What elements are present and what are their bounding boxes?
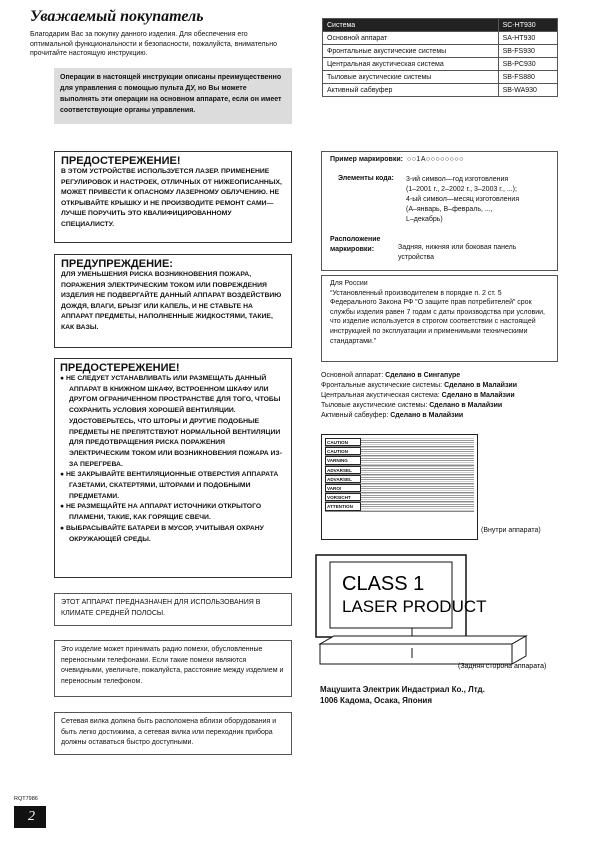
caution-item: ● НЕ ЗАКРЫВАЙТЕ ВЕНТИЛЯЦИОННЫЕ ОТВЕРСТИЯ АППАРАТА ГАЗЕТАМИ, СКАТЕРТЯМИ, ШТОРАМИ И ПОДОБНЫМИ ПРЕДМЕТАМИ. — [60, 471, 279, 500]
laser-label-keyword: VARO! — [325, 484, 361, 492]
laser-label-row — [325, 466, 474, 475]
laser-caution-text: В ЭТОМ УСТРОЙСТВЕ ИСПОЛЬЗУЕТСЯ ЛАЗЕР. ПРИМЕНЕНИЕ РЕГУЛИРОВОК И НАСТРОЕК, ОТЛИЧНЫХ ОТ НИЖЕОПИСАННЫХ, МОЖЕТ ПРИВЕСТИ К ОПАСНОМУ ЛАЗЕРНОМУ ОБЛУЧЕНИЮ. НЕ ОТКРЫВАЙТЕ КРЫШКУ И НЕ ПРОИЗВОДИТЕ РЕМОНТ САМИ—ЛУЧШЕ ПОРУЧИТЬ ЭТО КВАЛИФИЦИРОВАННОМУ СПЕЦИАЛИСТУ. — [61, 168, 282, 228]
code-line: 4-ый символ—месяц изготовления — [406, 196, 520, 203]
laser-label-fine-print — [361, 502, 474, 510]
laser-label-keyword: ADVARSEL — [325, 466, 361, 474]
power-plug-note: Сетевая вилка должна быть расположена вблизи оборудования и быть легко достижима, а сетевая вилка или переходник прибора должны оставаться быстро доступными. — [54, 712, 292, 755]
fire-warning-heading: ПРЕДУПРЕЖДЕНИЕ: — [61, 258, 173, 270]
ventilation-caution-heading: ПРЕДОСТЕРЕЖЕНИЕ! — [60, 362, 180, 374]
laser-label-row — [325, 447, 474, 456]
laser-warning-label-image — [321, 434, 478, 540]
doc-code: RQT7986 — [14, 796, 38, 802]
model-number: SB-PC930 — [498, 58, 557, 71]
model-row — [323, 19, 558, 32]
code-line: L–декабрь) — [406, 216, 443, 223]
operation-note-box: Операции в настоящей инструкции описаны преимущественно для управления с помощью пульта ДУ, но Вы можете выполнять эти операции на основном аппарате, если он имеет соответствующие органы управления. — [54, 68, 292, 124]
caution-item: ● НЕ РАЗМЕЩАЙТЕ НА АППАРАТ ИСТОЧНИКИ ОТКРЫТОГО ПЛАМЕНИ, ТАКИЕ, КАК ГОРЯЩИЕ СВЕЧИ. — [60, 503, 262, 522]
class1-text: CLASS 1 — [342, 573, 425, 595]
rear-side-caption: (Задняя сторона аппарата) — [458, 663, 547, 670]
origin-row: Фронтальные акустические системы: Сделано в Малайзии — [321, 382, 518, 389]
code-elements-label: Элементы кода: — [338, 175, 394, 182]
model-row — [323, 45, 558, 58]
russia-text: “Установленный производителем в порядке п. 2 ст. 5 Федерального Закона РФ “О защите прав потребителей” срок службы изделия равен 7 годам с даты производства при условии, что изделие используется в строгом соответствии с настоящей инструкцией по эксплуатации и применимыми техническими стандартами.” — [330, 289, 545, 345]
marking-box — [321, 151, 558, 271]
model-component: Активный сабвуфер — [323, 84, 499, 97]
fire-warning-box — [54, 254, 292, 348]
marking-example-value: ○○1А○○○○○○○○ — [406, 156, 464, 163]
model-number: SC-HT930 — [498, 19, 557, 32]
code-line: (1–2001 г., 2–2002 г., 3–2003 г., ...); — [406, 186, 517, 193]
placement-label: Расположение маркировки: — [330, 236, 381, 253]
model-number: SB-FS930 — [498, 45, 557, 58]
laser-label-fine-print — [361, 456, 474, 464]
model-row — [323, 84, 558, 97]
intro-text: Благодарим Вас за покупку данного изделия. Для обеспечения его оптимальной функциональности и безопасности, пожалуйста, внимательно прочитайте настоящую инструкцию. — [30, 31, 277, 57]
class1-laser-diagram — [312, 552, 562, 680]
laser-caution-box — [54, 151, 292, 243]
laser-caution-heading: ПРЕДОСТЕРЕЖЕНИЕ! — [61, 155, 181, 167]
laser-product-text: LASER PRODUCT — [342, 597, 487, 616]
laser-label-fine-print — [361, 466, 474, 474]
laser-label-keyword: VORSICHT — [325, 493, 361, 501]
origin-row: Центральная акустическая система: Сделано в Малайзии — [321, 392, 515, 399]
laser-label-keyword: ADVARSEL — [325, 475, 361, 483]
laser-label-keyword: CAUTION — [325, 438, 361, 446]
model-row — [323, 58, 558, 71]
laser-label-keyword: CAUTION — [325, 447, 361, 455]
manufacturer-address — [320, 684, 485, 706]
model-component: Система — [323, 19, 499, 32]
radio-interference-note: Это изделие может принимать радио помехи, обусловленные переносными телефонами. Если такие помехи являются очевидными, увеличьте, пожалуйста, расстояние между изделием и переносным телефоном. — [54, 640, 292, 697]
unit-front — [320, 644, 512, 664]
laser-label-keyword: ATTENTION — [325, 502, 361, 510]
manufacturer-location: 1006 Кадома, Осака, Япония — [320, 696, 433, 705]
inside-unit-caption: (Внутри аппарата) — [481, 527, 541, 534]
laser-label-fine-print — [361, 484, 474, 492]
laser-label-row — [325, 484, 474, 493]
model-number: SB-FS880 — [498, 71, 557, 84]
laser-label-fine-print — [361, 438, 474, 446]
caution-item: ● ВЫБРАСЫВАЙТЕ БАТАРЕИ В МУСОР, УЧИТЫВАЯ ОХРАНУ ОКРУЖАЮЩЕЙ СРЕДЫ. — [60, 524, 264, 543]
model-row — [323, 71, 558, 84]
model-component: Фронтальные акустические системы — [323, 45, 499, 58]
model-number: SA-HT930 — [498, 32, 557, 45]
origin-row: Тыловые акустические системы: Сделано в Малайзии — [321, 402, 503, 409]
code-line: 3-ий символ—год изготовления — [406, 176, 509, 183]
model-row — [323, 32, 558, 45]
laser-label-row — [325, 475, 474, 484]
laser-label-row — [325, 493, 474, 502]
laser-label-fine-print — [361, 475, 474, 483]
fire-warning-text: ДЛЯ УМЕНЬШЕНИЯ РИСКА ВОЗНИКНОВЕНИЯ ПОЖАРА, ПОРАЖЕНИЯ ЭЛЕКТРИЧЕСКИМ ТОКОМ ИЛИ ПОВРЕЖДЕНИЯ ИЗДЕЛИЯ НЕ ПОДВЕРГАЙТЕ ДАННЫЙ АППАРАТ ВОЗДЕЙСТВИЮ ДОЖДЯ, ВЛАГИ, БРЫЗГ ИЛИ КАПЕЛЬ, И НЕ СТАВЬТЕ НА АППАРАТ ПРЕДМЕТЫ, НАПОЛНЕННЫЕ ЖИДКОСТЯМИ, ТАКИЕ, КАК ВАЗЫ. — [61, 271, 282, 331]
model-component: Основной аппарат — [323, 32, 499, 45]
unit-top — [320, 636, 526, 644]
code-line: (А–январь, В–февраль, ..., — [406, 206, 493, 213]
laser-label-row — [325, 438, 474, 447]
page-number: 2 — [14, 806, 46, 828]
laser-label-row — [325, 502, 474, 511]
ventilation-caution-box — [54, 358, 292, 578]
climate-note: ЭТОТ АППАРАТ ПРЕДНАЗНАЧЕН ДЛЯ ИСПОЛЬЗОВАНИЯ В КЛИМАТЕ СРЕДНЕЙ ПОЛОСЫ. — [54, 593, 292, 626]
laser-label-fine-print — [361, 447, 474, 455]
models-table — [322, 18, 558, 97]
origin-row: Активный сабвуфер: Сделано в Малайзии — [321, 412, 464, 419]
model-component: Центральная акустическая система — [323, 58, 499, 71]
caution-item: ● НЕ СЛЕДУЕТ УСТАНАВЛИВАТЬ ИЛИ РАЗМЕЩАТЬ ДАННЫЙ АППАРАТ В КНИЖНОМ ШКАФУ, ВСТРОЕННОМ ШКАФУ ИЛИ ДРУГОМ ОГРАНИЧЕННОМ ПРОСТРАНСТВЕ ДЛЯ ТОГО, ЧТОБЫ СОХРАНИТЬ УСЛОВИЯ ХОРОШЕЙ ВЕНТИЛЯЦИИ. УДОСТОВЕРЬТЕСЬ, ЧТО ШТОРЫ И ДРУГИЕ ПОДОБНЫЕ ПРЕДМЕТЫ НЕ ПРЕПЯТСТВУЮТ НОРМАЛЬНОЙ ВЕНТИЛЯЦИИ ДЛЯ ПРЕДОТВРАЩЕНИЯ РИСКА ПОРАЖЕНИЯ ЭЛЕКТРИЧЕСКИМ ТОКОМ ИЛИ ВОЗНИКНОВЕНИЯ ПОЖАРА ИЗ-ЗА ПЕРЕГРЕВА. — [60, 375, 282, 468]
origin-row: Основной аппарат: Сделано в Сингапуре — [321, 372, 461, 379]
page-title: Уважаемый покупатель — [30, 8, 204, 25]
russia-heading: Для России — [330, 280, 368, 287]
model-number: SB-WA930 — [498, 84, 557, 97]
laser-label-fine-print — [361, 493, 474, 501]
placement-value: Задняя, нижняя или боковая панель устройства — [398, 244, 517, 261]
country-of-origin-list — [321, 371, 517, 421]
manufacturer-name: Мацушита Электрик Индастриал Ко., Лтд. — [320, 685, 485, 694]
class1-label-frame — [316, 555, 466, 637]
model-component: Тыловые акустические системы — [323, 71, 499, 84]
laser-label-row — [325, 456, 474, 465]
laser-label-keyword: VARNING — [325, 456, 361, 464]
marking-example-label: Пример маркировки: — [330, 156, 403, 163]
russia-lifetime-box — [321, 275, 558, 362]
